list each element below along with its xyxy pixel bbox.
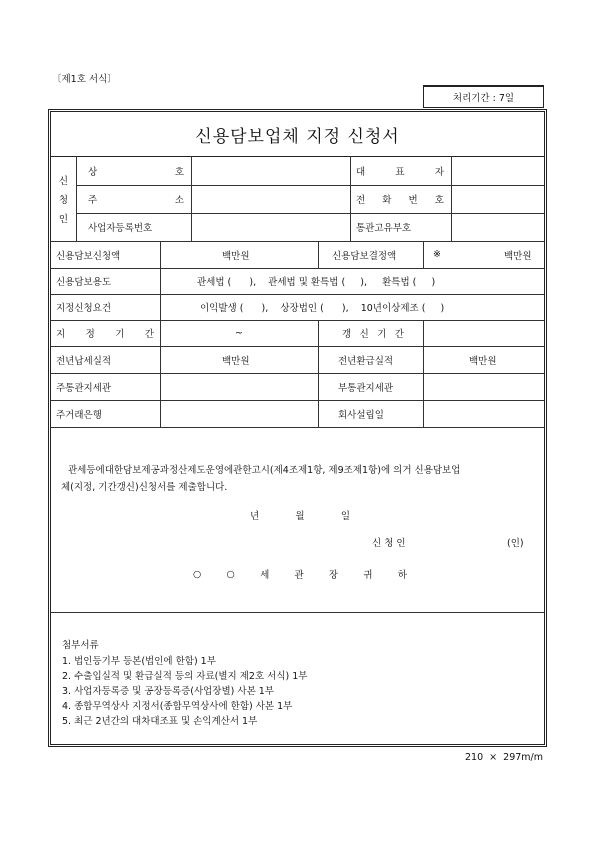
address-field[interactable] [192, 186, 349, 212]
purpose-options[interactable]: 관세법 ( ), 관세법 및 환특법 ( ), 환특법 ( ) [197, 277, 436, 288]
renewal-period-label: 갱 신 기 간 [342, 329, 404, 340]
seal-mark: (인) [507, 538, 524, 549]
representative-label: 대 표 자 [356, 166, 444, 178]
representative-field[interactable] [452, 157, 543, 184]
founding-date-label: 회사설립일 [338, 409, 384, 421]
attachment-item: 3. 사업자등록증 및 공장등록증(사업장별) 사본 1부 [62, 686, 274, 697]
decided-amount-mark: ※ [433, 249, 441, 260]
last-year-tax-label: 전년납세실적 [56, 355, 112, 367]
business-reg-no-field[interactable] [192, 214, 349, 240]
grid-line [51, 612, 544, 613]
business-reg-no-label: 사업자등록번호 [88, 223, 153, 234]
last-year-tax-unit: 백만원 [222, 355, 250, 367]
addressee-line: ○ ○ 세 관 장 귀 하 [193, 568, 407, 581]
designation-period-field[interactable]: ~ [235, 327, 243, 339]
requested-amount-unit: 백만원 [222, 250, 250, 262]
main-customs-label: 주통관지세관 [56, 382, 112, 394]
attachments-title: 첨부서류 [62, 640, 99, 651]
main-bank-label: 주거래은행 [56, 409, 102, 421]
decided-amount-label: 신용담보결정액 [332, 250, 397, 262]
phone-field[interactable] [452, 186, 543, 212]
grid-line [318, 320, 319, 427]
trade-name-field[interactable] [192, 157, 349, 184]
grid-line [160, 241, 161, 268]
founding-date-field[interactable] [424, 401, 543, 426]
decided-amount-unit: 백만원 [504, 250, 532, 262]
last-year-refund-unit: 백만원 [469, 355, 497, 367]
applicant-signature-label: 신 청 인 [372, 538, 406, 549]
applicant-char: 신 [58, 175, 69, 187]
last-year-refund-label: 전년환급실적 [338, 355, 394, 367]
declaration-text [61, 462, 538, 496]
customs-code-field[interactable] [452, 214, 543, 240]
form-title: 신용담보업체 지정 신청서 [195, 126, 400, 147]
grid-line [51, 427, 544, 428]
purpose-label: 신용담보용도 [56, 277, 112, 288]
date-line: 년 월 일 [250, 511, 350, 522]
grid-line [423, 241, 424, 268]
attachment-item: 2. 수출입실적 및 환급실적 등의 자료(별지 제2호 서식) 1부 [62, 671, 308, 682]
customs-code-label: 통관고유부호 [356, 223, 412, 234]
trade-name-label: 상 호 [88, 166, 184, 178]
grid-line [350, 156, 351, 241]
requested-amount-label: 신용담보신청액 [56, 250, 121, 262]
processing-period-box: 처리기간 : 7일 [423, 85, 544, 108]
title-row [51, 112, 544, 157]
attachment-item: 5. 최근 2년간의 대차대조표 및 손익계산서 1부 [62, 716, 258, 727]
requirements-label: 지정신청요건 [56, 303, 112, 314]
grid-line [318, 241, 319, 268]
sub-customs-field[interactable] [424, 374, 543, 399]
sub-customs-label: 부통관지세관 [338, 382, 394, 394]
applicant-char: 청 [58, 194, 69, 206]
address-label: 주 소 [88, 195, 184, 206]
form-number: 〔제1호 서식〕 [52, 74, 117, 85]
phone-label: 전 화 번 호 [356, 195, 444, 206]
requirements-options[interactable]: 이익발생 ( ), 상장법인 ( ), 10년이상제조 ( ) [200, 303, 445, 314]
main-bank-field[interactable] [161, 401, 317, 426]
declaration-line-2: 체(지정, 기간갱신)신청서를 제출합니다. [61, 482, 228, 493]
paper-size: 210 × 297m/m [465, 752, 544, 763]
designation-period-label: 지 정 기 간 [56, 329, 154, 340]
attachment-item: 1. 법인등기부 등본(법인에 한함) 1부 [62, 656, 216, 667]
applicant-section-label [51, 156, 76, 241]
applicant-char: 인 [58, 213, 69, 225]
attachment-item: 4. 종합무역상사 지정서(종합무역상사에 한함) 사본 1부 [62, 701, 293, 712]
declaration-line-1: 관세등에대한담보제공과정산제도운영에관한고시(제4조제1항, 제9조제1항)에 의거 신용담보업 [68, 465, 461, 476]
main-customs-field[interactable] [161, 374, 317, 399]
renewal-period-field[interactable] [424, 321, 543, 345]
grid-line [160, 268, 161, 320]
grid-line [76, 156, 77, 241]
